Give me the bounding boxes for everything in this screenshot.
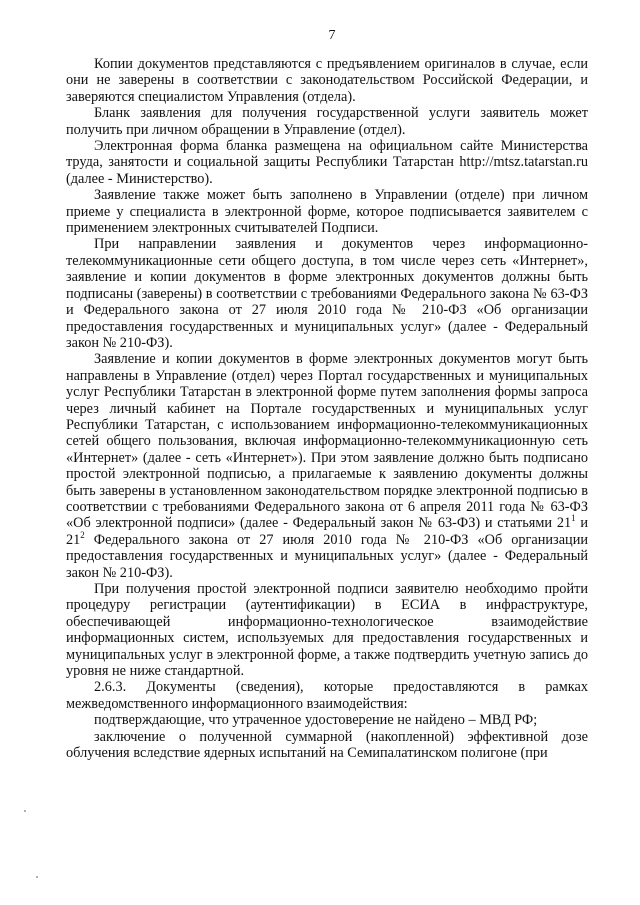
portal-text-end: Федерального закона от 27 июля 2010 года № 210-ФЗ «Об организации предоставления государственных и муниципальных услуг» (далее - Федеральный закон № 210-ФЗ). <box>66 531 588 581</box>
paragraph-portal-submission <box>66 351 588 581</box>
scan-speck <box>36 876 38 878</box>
article-21-2: 21 <box>66 531 81 548</box>
article-21-1: 21 <box>556 515 572 532</box>
list-item-semipalatinsk: заключение о полученной суммарной (накопленной) эффективной дозе облучения вследствие ядерных испытаний на Семипалатинском полигоне (при <box>66 728 588 762</box>
paragraph-blank-form: Бланк заявления для получения государственной услуги заявитель может получить при личном обращении в Управление (отдел). <box>66 105 588 138</box>
conjunction: и <box>575 515 588 532</box>
paragraph-section-2-6-3: 2.6.3. Документы (сведения), которые предоставляются в рамках межведомственного информационного взаимодействия: <box>66 679 588 712</box>
paragraph-originals: Копии документов представляются с предъявлением оригиналов в случае, если они не заверены в соответствии с законодательством Российской Федерации, и заверяются специалистом Управления (отдела). <box>66 56 588 105</box>
paragraph-esia-registration: При получения простой электронной подписи заявителю необходимо пройти процедуру регистрации (аутентификации) в ЕСИА в инфраструктуре, обеспечивающей информационно-технологическое взаимодействие информационных систем, используемых для предоставления государственных и муниципальных услуг в электронной форме, а также подтвердить учетную запись до уровня не ниже стандартной. <box>66 581 588 680</box>
paragraph-internet-submission: При направлении заявления и документов через информационно-телекоммуникационные сети общего доступа, в том числе через сеть «Интернет», заявление и копии документов в форме электронных документов должны быть подписаны (заверены) в соответствии с требованиями Федерального закона № 63-ФЗ и Федерального закона от 27 июля 2010 года № 210-ФЗ «Об организации предоставления государственных и муниципальных услуг» (далее - Федеральный закон № 210-ФЗ). <box>66 236 588 351</box>
list-item-mvd: подтверждающие, что утраченное удостоверение не найдено – МВД РФ; <box>94 712 538 729</box>
scan-speck <box>24 810 26 812</box>
paragraph-electronic-form: Электронная форма бланка размещена на официальном сайте Министерства труда, занятости и социальной защиты Республики Татарстан http://mtsz.tatarstan.ru (далее - Министерство). <box>66 138 588 187</box>
superscript-1: 1 <box>571 513 576 524</box>
paragraph-in-person: Заявление также может быть заполнено в Управлении (отделе) при личном приеме у специалиста в электронной форме, которое подписывается заявителем с применением электронных считывателей Подписи. <box>66 187 588 237</box>
superscript-2: 2 <box>80 530 85 541</box>
page-number: 7 <box>328 28 336 43</box>
portal-text: Заявление и копии документов в форме электронных документов могут быть направлены в Управление (отдел) через Портал государственных и муниципальных услуг Республики Татарстан в электронной форме путем заполнения формы запроса через личный кабинет на Портале государственных и муниципальных услуг Республики Татарстан, с использованием информационно-телекоммуникационных сетей общего пользования, включая информационно-телекоммуникационную сеть «Интернет» (далее - сеть «Интернет»). При этом заявление должно быть подписано простой электронной подписью, а прилагаемые к заявлению документы должны быть заверены в установленном законодательством порядке электронной подписью в соответствии с требованиями Федерального закона от 6 апреля 2011 года № 63-ФЗ «Об электронной подписи» (далее - Федеральный закон № 63-ФЗ) и статьями <box>66 351 588 532</box>
